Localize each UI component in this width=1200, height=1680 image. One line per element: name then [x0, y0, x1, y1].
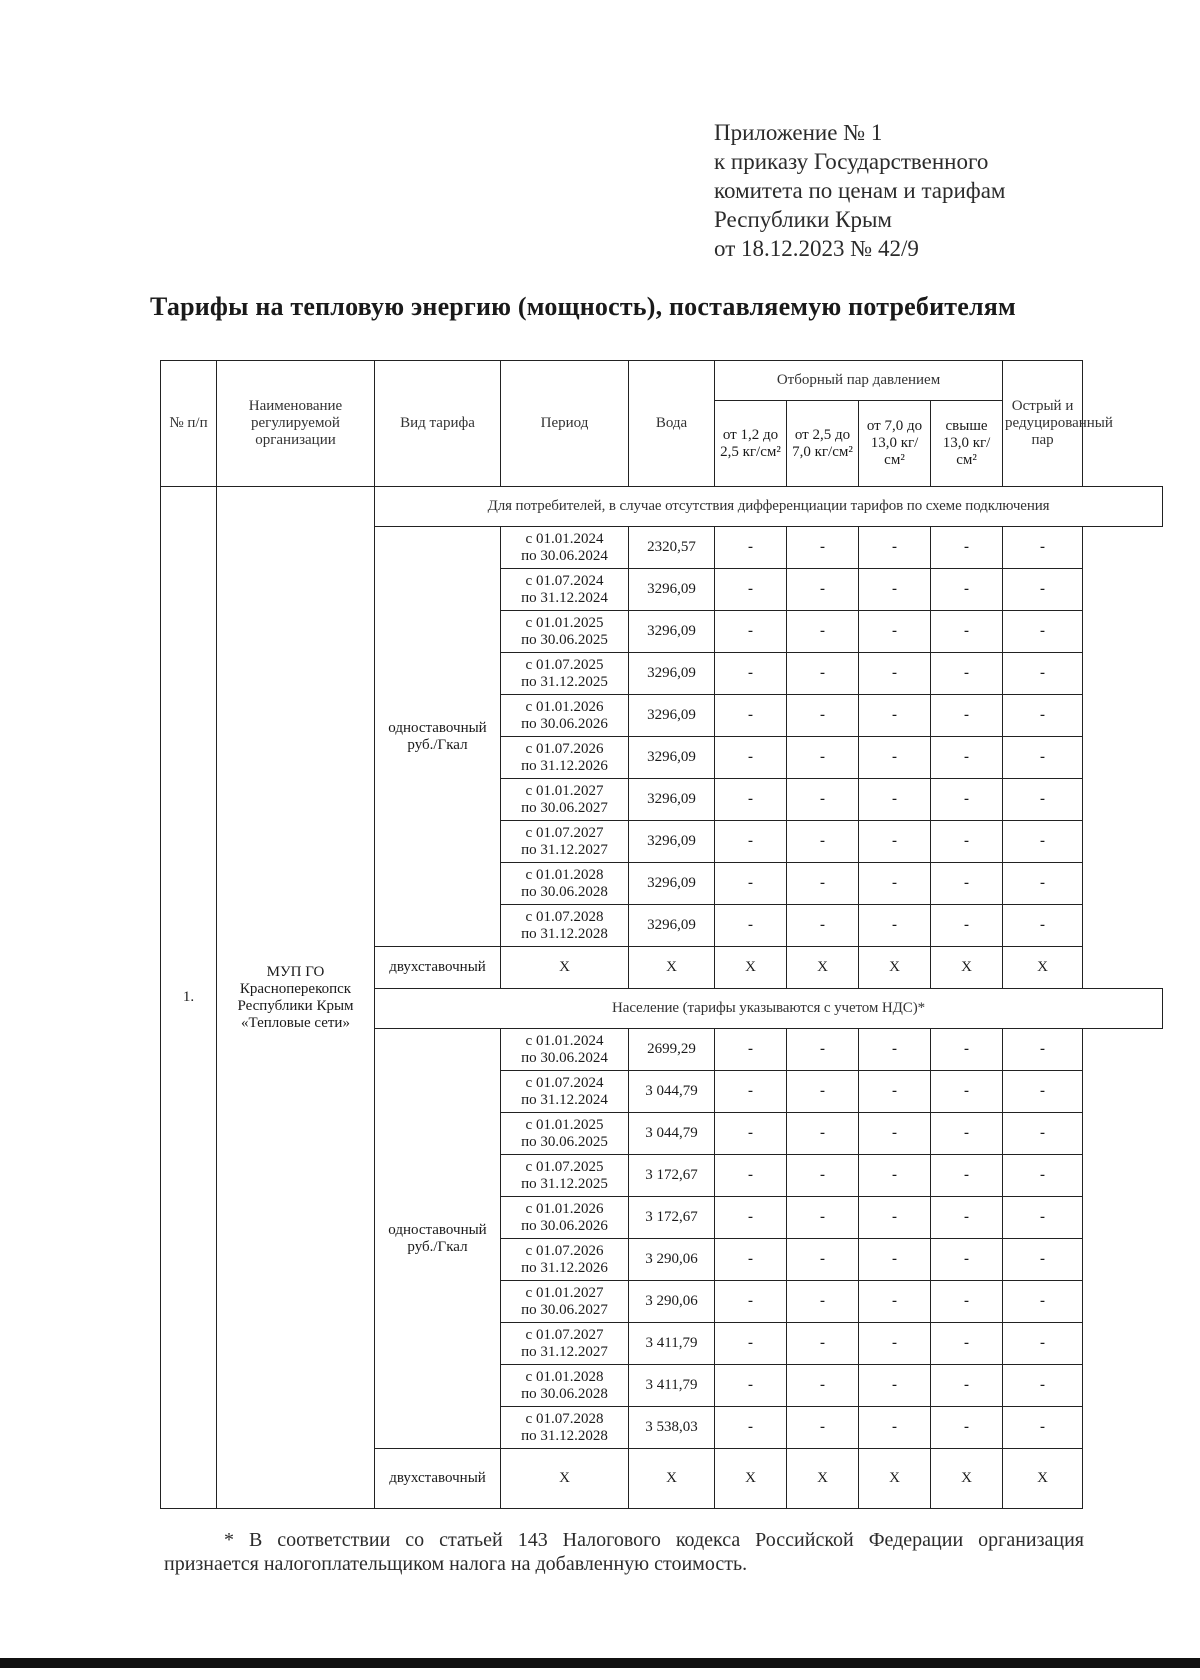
water-tariff-value: 3 172,67	[629, 1197, 715, 1239]
empty-steam-cell: -	[859, 653, 931, 695]
water-tariff-value: 3 411,79	[629, 1323, 715, 1365]
water-tariff-value: 3296,09	[629, 863, 715, 905]
not-applicable-cell: Х	[859, 947, 931, 989]
period-cell	[501, 1407, 629, 1449]
not-applicable-cell: Х	[715, 947, 787, 989]
empty-steam-cell: -	[787, 1281, 859, 1323]
period-cell	[501, 611, 629, 653]
not-applicable-cell: Х	[931, 1449, 1003, 1509]
empty-steam-cell: -	[859, 1281, 931, 1323]
water-tariff-value: 3 290,06	[629, 1239, 715, 1281]
period-cell	[501, 1155, 629, 1197]
empty-steam-cell: -	[931, 737, 1003, 779]
empty-steam-cell: -	[931, 821, 1003, 863]
empty-steam-cell: -	[787, 1113, 859, 1155]
header-water: Вода	[629, 361, 715, 487]
water-tariff-value: 3296,09	[629, 821, 715, 863]
empty-steam-cell: -	[931, 611, 1003, 653]
not-applicable-cell: Х	[629, 947, 715, 989]
empty-steam-cell: -	[859, 1407, 931, 1449]
empty-steam-cell: -	[1003, 611, 1083, 653]
empty-steam-cell: -	[787, 1365, 859, 1407]
empty-steam-cell: -	[715, 1281, 787, 1323]
not-applicable-cell: Х	[501, 1449, 629, 1509]
not-applicable-cell: Х	[715, 1449, 787, 1509]
empty-steam-cell: -	[859, 1365, 931, 1407]
not-applicable-cell: Х	[787, 1449, 859, 1509]
period-from: с 01.01.2026	[525, 698, 604, 715]
section-caption: Население (тарифы указываются с учетом НДС)*	[375, 989, 1163, 1029]
period-to: по 31.12.2028	[521, 1427, 608, 1444]
empty-steam-cell: -	[715, 569, 787, 611]
period-cell	[501, 821, 629, 863]
period-from: с 01.07.2026	[525, 740, 604, 757]
empty-steam-cell: -	[931, 1071, 1003, 1113]
period-from: с 01.07.2027	[525, 824, 604, 841]
period-cell	[501, 569, 629, 611]
empty-steam-cell: -	[1003, 1323, 1083, 1365]
period-to: по 30.06.2024	[521, 547, 608, 564]
header-num: № п/п	[161, 361, 217, 487]
period-to: по 30.06.2026	[521, 715, 608, 732]
period-cell	[501, 737, 629, 779]
header-steam-group: Отборный пар давлением	[715, 361, 1003, 401]
empty-steam-cell: -	[787, 653, 859, 695]
empty-steam-cell: -	[787, 779, 859, 821]
appendix-line: к приказу Государственного	[714, 149, 989, 174]
empty-steam-cell: -	[1003, 1281, 1083, 1323]
empty-steam-cell: -	[859, 695, 931, 737]
water-tariff-value: 3 044,79	[629, 1113, 715, 1155]
empty-steam-cell: -	[715, 653, 787, 695]
empty-steam-cell: -	[715, 1239, 787, 1281]
empty-steam-cell: -	[931, 527, 1003, 569]
empty-steam-cell: -	[859, 737, 931, 779]
empty-steam-cell: -	[715, 611, 787, 653]
footnote	[164, 1528, 1084, 1576]
period-to: по 31.12.2027	[521, 1343, 608, 1360]
period-from: с 01.07.2028	[525, 1410, 604, 1427]
period-to: по 31.12.2026	[521, 757, 608, 774]
empty-steam-cell: -	[715, 1365, 787, 1407]
period-to: по 30.06.2024	[521, 1049, 608, 1066]
empty-steam-cell: -	[787, 695, 859, 737]
empty-steam-cell: -	[715, 1029, 787, 1071]
period-cell	[501, 695, 629, 737]
water-tariff-value: 3296,09	[629, 737, 715, 779]
water-tariff-value: 3296,09	[629, 905, 715, 947]
appendix-line: комитета по ценам и тарифам	[714, 178, 1006, 203]
period-from: с 01.07.2027	[525, 1326, 604, 1343]
period-from: с 01.01.2025	[525, 614, 604, 631]
empty-steam-cell: -	[931, 1281, 1003, 1323]
appendix-block	[714, 118, 1134, 263]
not-applicable-cell: Х	[931, 947, 1003, 989]
empty-steam-cell: -	[787, 905, 859, 947]
empty-steam-cell: -	[715, 1113, 787, 1155]
water-tariff-value: 3296,09	[629, 695, 715, 737]
empty-steam-cell: -	[787, 1197, 859, 1239]
empty-steam-cell: -	[859, 1029, 931, 1071]
not-applicable-cell: Х	[629, 1449, 715, 1509]
organization-name: МУП ГО Красноперекопск Республики Крым «Тепловые сети»	[217, 487, 375, 1509]
empty-steam-cell: -	[787, 737, 859, 779]
period-to: по 30.06.2027	[521, 799, 608, 816]
empty-steam-cell: -	[1003, 653, 1083, 695]
header-steam-4: свыше 13,0 кг/см²	[931, 401, 1003, 487]
empty-steam-cell: -	[787, 1029, 859, 1071]
empty-steam-cell: -	[1003, 1407, 1083, 1449]
period-cell	[501, 1365, 629, 1407]
period-to: по 30.06.2028	[521, 883, 608, 900]
header-steam-2: от 2,5 до 7,0 кг/см²	[787, 401, 859, 487]
period-to: по 31.12.2026	[521, 1259, 608, 1276]
water-tariff-value: 3 172,67	[629, 1155, 715, 1197]
period-from: с 01.07.2026	[525, 1242, 604, 1259]
header-steam-3: от 7,0 до 13,0 кг/см²	[859, 401, 931, 487]
period-to: по 30.06.2025	[521, 1133, 608, 1150]
empty-steam-cell: -	[931, 905, 1003, 947]
bottom-scan-bar	[0, 1658, 1200, 1668]
empty-steam-cell: -	[859, 863, 931, 905]
period-from: с 01.01.2027	[525, 1284, 604, 1301]
empty-steam-cell: -	[787, 569, 859, 611]
water-tariff-value: 3296,09	[629, 611, 715, 653]
period-cell	[501, 1113, 629, 1155]
header-org: Наименование регулируемой организации	[217, 361, 375, 487]
empty-steam-cell: -	[1003, 1239, 1083, 1281]
empty-steam-cell: -	[859, 821, 931, 863]
empty-steam-cell: -	[715, 1407, 787, 1449]
period-cell	[501, 1239, 629, 1281]
water-tariff-value: 3 044,79	[629, 1071, 715, 1113]
period-to: по 31.12.2025	[521, 1175, 608, 1192]
empty-steam-cell: -	[859, 779, 931, 821]
empty-steam-cell: -	[859, 1197, 931, 1239]
empty-steam-cell: -	[787, 1239, 859, 1281]
empty-steam-cell: -	[859, 1323, 931, 1365]
empty-steam-cell: -	[931, 569, 1003, 611]
period-to: по 31.12.2027	[521, 841, 608, 858]
empty-steam-cell: -	[715, 821, 787, 863]
water-tariff-value: 3296,09	[629, 779, 715, 821]
not-applicable-cell: Х	[859, 1449, 931, 1509]
period-from: с 01.07.2024	[525, 1074, 604, 1091]
empty-steam-cell: -	[715, 779, 787, 821]
empty-steam-cell: -	[859, 569, 931, 611]
empty-steam-cell: -	[787, 527, 859, 569]
period-cell	[501, 779, 629, 821]
water-tariff-value: 3 290,06	[629, 1281, 715, 1323]
empty-steam-cell: -	[859, 611, 931, 653]
document-title: Тарифы на тепловую энергию (мощность), поставляемую потребителям	[150, 292, 1016, 321]
period-from: с 01.01.2025	[525, 1116, 604, 1133]
empty-steam-cell: -	[1003, 737, 1083, 779]
period-from: с 01.01.2028	[525, 866, 604, 883]
tariff-kind-one-rate: одноставочный руб./Гкал	[375, 1029, 501, 1449]
period-from: с 01.07.2028	[525, 908, 604, 925]
appendix-line: Республики Крым	[714, 207, 892, 232]
empty-steam-cell: -	[931, 863, 1003, 905]
period-to: по 31.12.2028	[521, 925, 608, 942]
empty-steam-cell: -	[931, 1113, 1003, 1155]
empty-steam-cell: -	[931, 695, 1003, 737]
empty-steam-cell: -	[931, 653, 1003, 695]
period-cell	[501, 527, 629, 569]
not-applicable-cell: Х	[501, 947, 629, 989]
empty-steam-cell: -	[859, 527, 931, 569]
empty-steam-cell: -	[931, 1155, 1003, 1197]
tariff-kind-one-rate: одноставочный руб./Гкал	[375, 527, 501, 947]
empty-steam-cell: -	[1003, 527, 1083, 569]
empty-steam-cell: -	[1003, 821, 1083, 863]
empty-steam-cell: -	[1003, 905, 1083, 947]
period-to: по 31.12.2025	[521, 673, 608, 690]
appendix-line: от 18.12.2023 № 42/9	[714, 236, 919, 261]
period-to: по 30.06.2027	[521, 1301, 608, 1318]
empty-steam-cell: -	[715, 863, 787, 905]
empty-steam-cell: -	[859, 1113, 931, 1155]
empty-steam-cell: -	[1003, 863, 1083, 905]
period-from: с 01.07.2024	[525, 572, 604, 589]
tariff-kind-two-rate: двухставочный	[375, 947, 501, 989]
water-tariff-value: 2320,57	[629, 527, 715, 569]
empty-steam-cell: -	[859, 1155, 931, 1197]
empty-steam-cell: -	[931, 1239, 1003, 1281]
not-applicable-cell: Х	[1003, 1449, 1083, 1509]
empty-steam-cell: -	[715, 1155, 787, 1197]
empty-steam-cell: -	[787, 1155, 859, 1197]
period-cell	[501, 1281, 629, 1323]
period-from: с 01.01.2024	[525, 530, 604, 547]
empty-steam-cell: -	[1003, 569, 1083, 611]
empty-steam-cell: -	[787, 1071, 859, 1113]
tariff-table	[160, 360, 1163, 1509]
empty-steam-cell: -	[787, 611, 859, 653]
empty-steam-cell: -	[931, 1407, 1003, 1449]
empty-steam-cell: -	[715, 695, 787, 737]
empty-steam-cell: -	[859, 905, 931, 947]
header-kind: Вид тарифа	[375, 361, 501, 487]
water-tariff-value: 3 538,03	[629, 1407, 715, 1449]
appendix-line: Приложение № 1	[714, 120, 883, 145]
empty-steam-cell: -	[787, 1323, 859, 1365]
period-to: по 30.06.2025	[521, 631, 608, 648]
not-applicable-cell: Х	[787, 947, 859, 989]
empty-steam-cell: -	[1003, 1197, 1083, 1239]
period-cell	[501, 1071, 629, 1113]
empty-steam-cell: -	[715, 527, 787, 569]
empty-steam-cell: -	[1003, 1071, 1083, 1113]
water-tariff-value: 3296,09	[629, 653, 715, 695]
empty-steam-cell: -	[1003, 1155, 1083, 1197]
empty-steam-cell: -	[787, 821, 859, 863]
period-from: с 01.07.2025	[525, 1158, 604, 1175]
empty-steam-cell: -	[859, 1071, 931, 1113]
empty-steam-cell: -	[1003, 779, 1083, 821]
water-tariff-value: 2699,29	[629, 1029, 715, 1071]
section-caption: Для потребителей, в случае отсутствия дифференциации тарифов по схеме подключения	[375, 487, 1163, 527]
empty-steam-cell: -	[715, 737, 787, 779]
empty-steam-cell: -	[1003, 1365, 1083, 1407]
empty-steam-cell: -	[715, 1197, 787, 1239]
empty-steam-cell: -	[931, 779, 1003, 821]
not-applicable-cell: Х	[1003, 947, 1083, 989]
period-to: по 31.12.2024	[521, 589, 608, 606]
empty-steam-cell: -	[715, 905, 787, 947]
period-from: с 01.01.2027	[525, 782, 604, 799]
period-to: по 31.12.2024	[521, 1091, 608, 1108]
footnote-text: * В соответствии со статьей 143 Налогового кодекса Российской Федерации организация признается налогоплательщиком налога на добавленную стоимость.	[164, 1529, 1084, 1575]
empty-steam-cell: -	[931, 1029, 1003, 1071]
period-cell	[501, 905, 629, 947]
period-from: с 01.01.2028	[525, 1368, 604, 1385]
period-cell	[501, 1323, 629, 1365]
header-sharp-steam: Острый и редуцированный пар	[1003, 361, 1083, 487]
empty-steam-cell: -	[787, 863, 859, 905]
empty-steam-cell: -	[787, 1407, 859, 1449]
empty-steam-cell: -	[931, 1365, 1003, 1407]
period-cell	[501, 653, 629, 695]
empty-steam-cell: -	[859, 1239, 931, 1281]
period-from: с 01.01.2026	[525, 1200, 604, 1217]
period-cell	[501, 1029, 629, 1071]
period-cell	[501, 863, 629, 905]
empty-steam-cell: -	[1003, 1113, 1083, 1155]
empty-steam-cell: -	[1003, 695, 1083, 737]
period-from: с 01.01.2024	[525, 1032, 604, 1049]
header-period: Период	[501, 361, 629, 487]
empty-steam-cell: -	[715, 1323, 787, 1365]
empty-steam-cell: -	[1003, 1029, 1083, 1071]
period-cell	[501, 1197, 629, 1239]
water-tariff-value: 3296,09	[629, 569, 715, 611]
empty-steam-cell: -	[931, 1197, 1003, 1239]
period-to: по 30.06.2026	[521, 1217, 608, 1234]
empty-steam-cell: -	[931, 1323, 1003, 1365]
section-caption-row	[161, 487, 1163, 527]
period-to: по 30.06.2028	[521, 1385, 608, 1402]
header-steam-1: от 1,2 до 2,5 кг/см²	[715, 401, 787, 487]
period-from: с 01.07.2025	[525, 656, 604, 673]
row-number: 1.	[161, 487, 217, 1509]
empty-steam-cell: -	[715, 1071, 787, 1113]
water-tariff-value: 3 411,79	[629, 1365, 715, 1407]
tariff-kind-two-rate: двухставочный	[375, 1449, 501, 1509]
